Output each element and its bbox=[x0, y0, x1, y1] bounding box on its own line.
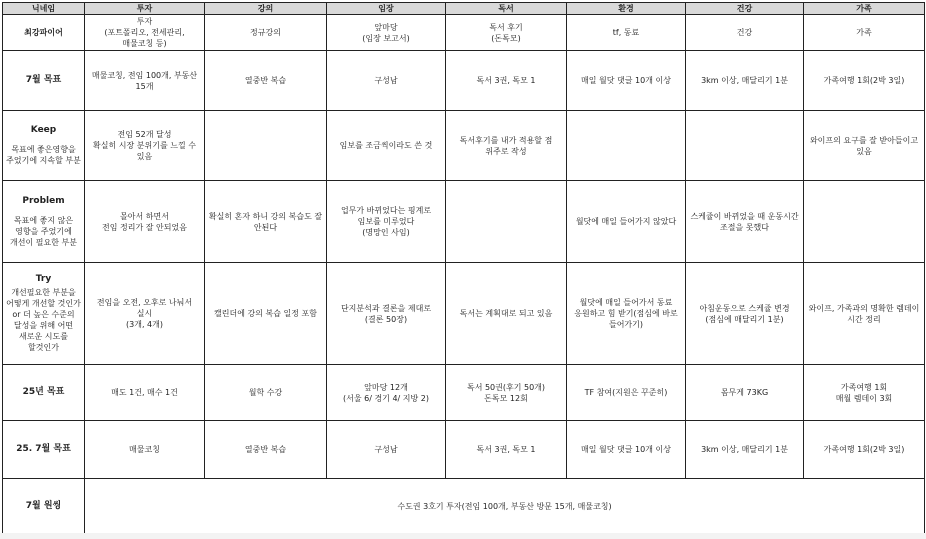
table-cell[interactable]: 독서 3권, 독모 1 bbox=[446, 421, 567, 479]
category-row bbox=[3, 15, 925, 51]
row-label-title: 7월 목표 bbox=[25, 75, 62, 85]
table-cell[interactable] bbox=[686, 111, 804, 181]
row-label-july-goal[interactable] bbox=[3, 51, 85, 111]
table-cell[interactable]: 열중반 복습 bbox=[205, 51, 327, 111]
table-cell[interactable]: 열중반 복습 bbox=[205, 421, 327, 479]
table-cell[interactable]: 업무가 바뀌었다는 핑계로 임보를 미루었다 (명망인 사임) bbox=[327, 181, 446, 263]
row-label-25-july-goal[interactable] bbox=[3, 421, 85, 479]
table-cell[interactable]: 가족여행 1회 매월 렘데이 3회 bbox=[804, 365, 925, 421]
header-cell-health[interactable]: 건강 bbox=[686, 3, 804, 15]
row-label-title: Problem bbox=[22, 195, 65, 206]
table-cell[interactable] bbox=[567, 111, 686, 181]
category-cell[interactable]: tf, 동료 bbox=[567, 15, 686, 51]
row-label-try[interactable] bbox=[3, 263, 85, 365]
header-cell-reading[interactable]: 독서 bbox=[446, 3, 567, 15]
table-row bbox=[3, 263, 925, 365]
row-label-desc: 목표에 좋은영향을 주었기에 지속할 부분 bbox=[6, 145, 81, 165]
table-cell[interactable]: 독서 3권, 독모 1 bbox=[446, 51, 567, 111]
row-label-desc: 목표에 좋지 않은 영향을 주었기에 개선이 필요한 부분 bbox=[10, 215, 77, 247]
header-cell-family[interactable]: 가족 bbox=[804, 3, 925, 15]
category-cell[interactable]: 정규강의 bbox=[205, 15, 327, 51]
table-cell[interactable]: 매물코칭, 전임 100개, 부동산 15개 bbox=[85, 51, 205, 111]
row-label-year-goal[interactable] bbox=[3, 365, 85, 421]
table-cell[interactable]: 전임을 오전, 오후로 나눠서 실시 (3개, 4개) bbox=[85, 263, 205, 365]
header-cell-field-trip[interactable]: 임장 bbox=[327, 3, 446, 15]
oneshot-merged-cell[interactable]: 수도권 3호기 투자(전임 100개, 부동산 방문 15개, 매물코칭) bbox=[85, 479, 925, 535]
row-label-title: 25. 7월 목표 bbox=[16, 444, 71, 454]
table-row bbox=[3, 111, 925, 181]
table-cell[interactable]: 독서는 계획대로 되고 있음 bbox=[446, 263, 567, 365]
table-row bbox=[3, 181, 925, 263]
table-cell[interactable]: 아침운동으로 스케쥴 변경 (점심에 매달리기 1분) bbox=[686, 263, 804, 365]
table-cell[interactable] bbox=[205, 111, 327, 181]
table-cell[interactable]: 독서후기를 내가 적용할 점 위주로 작성 bbox=[446, 111, 567, 181]
row-label-keep[interactable] bbox=[3, 111, 85, 181]
row-label-title: 25년 목표 bbox=[22, 387, 65, 397]
table-cell[interactable] bbox=[804, 181, 925, 263]
nickname-cell[interactable]: 최강파이어 bbox=[3, 15, 85, 51]
table-cell[interactable]: 구성남 bbox=[327, 51, 446, 111]
table-cell[interactable]: 앞마당 12개 (서울 6/ 경기 4/ 지방 2) bbox=[327, 365, 446, 421]
table-cell[interactable]: 단지분석과 결론을 제대로 (결론 50장) bbox=[327, 263, 446, 365]
row-label-desc: 개선필요한 부분을 어떻게 개선할 것인가 or 더 높은 수준의 달성을 위해 어떤 새로운 시도를 할것인가 bbox=[6, 288, 81, 352]
table-cell[interactable]: 몸무게 73KG bbox=[686, 365, 804, 421]
category-cell[interactable]: 앞마당 (임장 보고서) bbox=[327, 15, 446, 51]
row-label-problem[interactable] bbox=[3, 181, 85, 263]
table-cell[interactable]: 3km 이상, 매달리기 1분 bbox=[686, 51, 804, 111]
table-row bbox=[3, 51, 925, 111]
header-cell-investment[interactable]: 투자 bbox=[85, 3, 205, 15]
table-cell[interactable]: 월학 수강 bbox=[205, 365, 327, 421]
table-cell[interactable]: 구성남 bbox=[327, 421, 446, 479]
oneshot-row bbox=[3, 479, 925, 535]
table-cell[interactable]: 매일 월닷 댓글 10개 이상 bbox=[567, 421, 686, 479]
table-cell[interactable] bbox=[446, 181, 567, 263]
table-cell[interactable]: 몰아서 하면서 전임 정리가 잘 안되었음 bbox=[85, 181, 205, 263]
row-label-title: Keep bbox=[30, 125, 57, 135]
category-cell[interactable]: 투자 (포트폴리오, 전세관리, 매물코칭 등) bbox=[85, 15, 205, 51]
category-cell[interactable]: 가족 bbox=[804, 15, 925, 51]
table-cell[interactable]: TF 참여(지원은 꾸준히) bbox=[567, 365, 686, 421]
table-cell[interactable]: 월닷에 매일 들어가지 않았다 bbox=[567, 181, 686, 263]
table-cell[interactable]: 와이프, 가족과의 명확한 렘데이 시간 정리 bbox=[804, 263, 925, 365]
table-row bbox=[3, 421, 925, 479]
header-cell-lecture[interactable]: 강의 bbox=[205, 3, 327, 15]
table-cell[interactable]: 월닷에 매일 들어가서 동료 응원하고 힘 받기(점심에 바로 들어가기) bbox=[567, 263, 686, 365]
table-cell[interactable]: 와이프의 요구를 잘 받아들이고 있음 bbox=[804, 111, 925, 181]
header-cell-environment[interactable]: 환경 bbox=[567, 3, 686, 15]
row-label-oneshot[interactable] bbox=[3, 479, 85, 535]
table-cell[interactable]: 가족여행 1회(2박 3일) bbox=[804, 51, 925, 111]
table-cell[interactable]: 캘린더에 강의 복습 일정 포함 bbox=[205, 263, 327, 365]
row-label-title: 7월 원씽 bbox=[25, 501, 62, 511]
table-cell[interactable]: 스케쥴이 바뀌었을 때 운동시간 조절을 못했다 bbox=[686, 181, 804, 263]
table-cell[interactable]: 가족여행 1회(2박 3일) bbox=[804, 421, 925, 479]
header-cell-nickname[interactable]: 닉네임 bbox=[3, 3, 85, 15]
table-cell[interactable]: 독서 50권(후기 50개) 돈독모 12회 bbox=[446, 365, 567, 421]
table-cell[interactable]: 3km 이상, 매달리기 1분 bbox=[686, 421, 804, 479]
header-row bbox=[3, 3, 925, 15]
table-cell[interactable]: 임보를 조금씩이라도 쓴 것 bbox=[327, 111, 446, 181]
row-label-title: Try bbox=[35, 274, 52, 284]
table-row bbox=[3, 365, 925, 421]
table-cell[interactable]: 매일 월닷 댓글 10개 이상 bbox=[567, 51, 686, 111]
table-cell[interactable]: 매물코칭 bbox=[85, 421, 205, 479]
table-cell[interactable]: 전임 52개 달성 확실히 시장 분위기를 느낄 수 있음 bbox=[85, 111, 205, 181]
table-cell[interactable]: 매도 1건, 매수 1건 bbox=[85, 365, 205, 421]
category-cell[interactable]: 독서 후기 (돈독모) bbox=[446, 15, 567, 51]
table-cell[interactable]: 확실히 혼자 하니 강의 복습도 잘 안된다 bbox=[205, 181, 327, 263]
category-cell[interactable]: 건강 bbox=[686, 15, 804, 51]
sheet-bottom-area bbox=[0, 533, 926, 539]
retrospective-table bbox=[2, 2, 925, 535]
